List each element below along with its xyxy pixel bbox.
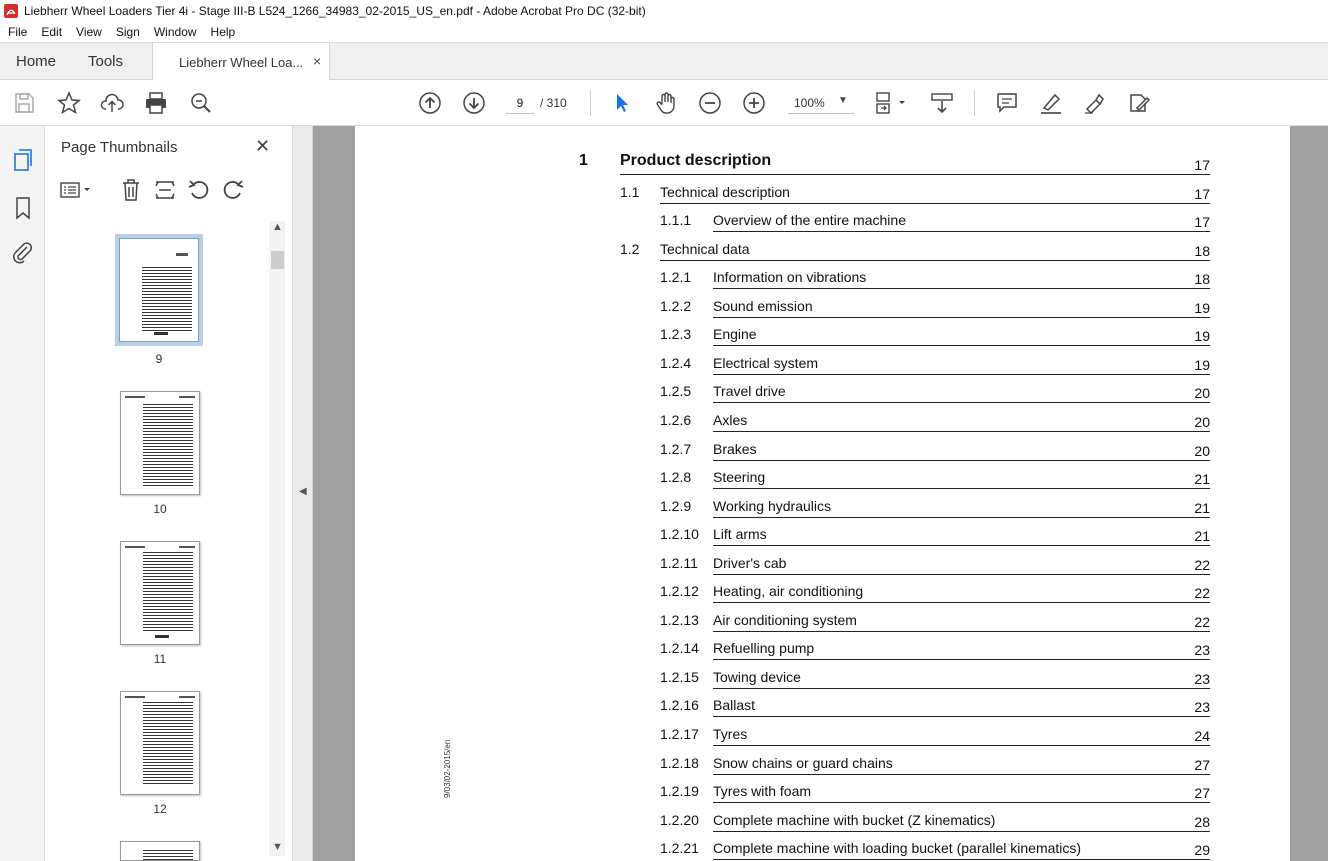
toc-entry-rule <box>713 859 1210 860</box>
toc-entry[interactable] <box>355 408 1290 436</box>
toc-entry[interactable] <box>355 779 1290 807</box>
toolbar-divider <box>974 90 975 116</box>
toc-entry-rule <box>713 402 1210 403</box>
page-thumbnail[interactable] <box>120 391 200 495</box>
main-toolbar <box>0 80 1328 126</box>
select-cursor-icon[interactable] <box>610 91 634 115</box>
toc-entry[interactable] <box>355 151 1290 179</box>
scroll-down-icon[interactable]: ▼ <box>272 841 283 853</box>
thumbnail-page-label: 11 <box>153 652 167 666</box>
toc-entry-rule <box>713 231 1210 232</box>
thumb-footer-mark <box>155 635 169 638</box>
toc-entry-number: 1.1 <box>620 183 640 200</box>
thumb-header-mark <box>125 696 145 698</box>
page-thumbnail[interactable] <box>120 691 200 795</box>
bookmarks-icon[interactable] <box>11 196 35 220</box>
tab-document-label: Liebherr Wheel Loa... <box>179 55 304 70</box>
toc-entry-rule <box>713 802 1210 803</box>
toc-entry-page: 22 <box>1194 556 1210 573</box>
toc-entry-page: 20 <box>1194 413 1210 430</box>
toc-entry[interactable] <box>355 180 1290 208</box>
toc-entry-number: 1.2 <box>620 240 640 257</box>
previous-page-icon[interactable] <box>418 91 442 115</box>
page-thumbnail[interactable] <box>120 541 200 645</box>
chevron-left-icon: ◀ <box>299 486 307 497</box>
toc-entry-rule <box>713 688 1210 689</box>
toc-entry-rule <box>713 460 1210 461</box>
toc-entry-title: Towing device <box>713 668 801 685</box>
toc-entry-page: 28 <box>1194 813 1210 830</box>
toc-entry-title: Electrical system <box>713 354 819 371</box>
hand-tool-icon[interactable] <box>654 91 678 115</box>
thumbnail-toolbar <box>45 170 293 210</box>
window-title: Liebherr Wheel Loaders Tier 4i - Stage III-B L524_1266_34983_02-2015_US_en.pdf - Adobe Acrobat Pro DC (32-bit) <box>24 4 646 18</box>
tab-home[interactable]: Home <box>16 53 57 70</box>
toc-entry-rule <box>713 517 1210 518</box>
thumb-header-mark <box>125 396 145 398</box>
toc-entry-number: 1.2.20 <box>660 811 699 828</box>
toc-entry[interactable] <box>355 379 1290 407</box>
toc-entry-number: 1.1.1 <box>660 212 692 229</box>
zoom-in-icon[interactable] <box>742 91 766 115</box>
toc-entry-page: 18 <box>1194 242 1210 259</box>
toc-entry-title: Air conditioning system <box>713 611 857 628</box>
zoom-select[interactable] <box>788 92 854 114</box>
acrobat-app-icon <box>4 4 18 18</box>
toc-entry[interactable] <box>355 237 1290 265</box>
comment-icon[interactable] <box>995 91 1019 115</box>
toc-entry-title: Information on vibrations <box>713 269 867 286</box>
toc-entry-rule <box>713 431 1210 432</box>
toc-entry-title: Brakes <box>713 440 757 457</box>
toc-entry-page: 21 <box>1194 499 1210 516</box>
toc-entry-number: 1.2.16 <box>660 697 699 714</box>
toc-entry-title: Lift arms <box>713 526 767 543</box>
toc-entry-number: 1.2.4 <box>660 354 692 371</box>
page-thumbnail[interactable] <box>120 841 200 861</box>
menu-view[interactable]: View <box>76 25 102 39</box>
toc-entry-title: Heating, air conditioning <box>713 583 864 600</box>
toc-entry-rule <box>713 345 1210 346</box>
page-total: / 310 <box>540 96 567 110</box>
toc-entry-rule <box>713 831 1210 832</box>
toc-entry-number: 1.2.12 <box>660 583 699 600</box>
toc-entry-number: 1.2.19 <box>660 783 699 800</box>
thumb-text-lines <box>143 552 193 632</box>
toc-entry-number: 1 <box>579 152 588 169</box>
toc-entry-title: Ballast <box>713 697 756 714</box>
toc-entry-page: 17 <box>1194 157 1210 173</box>
page-number-input[interactable] <box>506 92 534 114</box>
toc-entry-number: 1.2.1 <box>660 269 692 286</box>
toc-entry-number: 1.2.11 <box>660 554 698 571</box>
toc-entry-title: Complete machine with bucket (Z kinematics) <box>713 811 996 828</box>
toc-entry-page: 19 <box>1194 356 1210 373</box>
toc-entry[interactable] <box>355 322 1290 350</box>
toc-entry-title: Complete machine with loading bucket (parallel kinematics) <box>713 840 1082 857</box>
toc-entry-page: 22 <box>1194 613 1210 630</box>
toc-entry-page: 23 <box>1194 642 1210 659</box>
toc-entry-title: Working hydraulics <box>713 497 832 514</box>
thumb-header-mark <box>125 546 145 548</box>
menu-edit[interactable]: Edit <box>41 25 63 39</box>
upload-cloud-icon[interactable] <box>100 91 124 115</box>
toc-entry-rule <box>713 488 1210 489</box>
scroll-mode-icon[interactable] <box>930 91 954 115</box>
toc-entry[interactable] <box>355 294 1290 322</box>
thumb-header-mark <box>179 696 195 698</box>
toc-entry-page: 20 <box>1194 442 1210 459</box>
toc-entry-rule <box>713 545 1210 546</box>
page-thumbnails-icon[interactable] <box>11 148 35 172</box>
toc-entry[interactable] <box>355 722 1290 750</box>
zoom-out-icon[interactable] <box>698 91 722 115</box>
toc-entry[interactable] <box>355 465 1290 493</box>
tab-tools[interactable]: Tools <box>88 53 124 70</box>
toc-entry-page: 17 <box>1194 214 1210 231</box>
toc-entry-title: Overview of the entire machine <box>713 212 906 229</box>
toc-entry-page: 27 <box>1194 785 1210 802</box>
title-bar <box>0 0 1328 22</box>
navigation-rail <box>0 126 45 861</box>
page-layout-icon[interactable] <box>874 91 908 115</box>
page-thumbnail[interactable] <box>119 238 199 342</box>
toc-entry-rule <box>713 774 1210 775</box>
thumb-text-lines <box>143 404 193 486</box>
thumb-header-mark <box>179 546 195 548</box>
toc-entry[interactable] <box>355 551 1290 579</box>
toc-entry-title: Product description <box>620 152 772 169</box>
toc-entry-page: 21 <box>1194 471 1210 488</box>
toc-entry-page: 22 <box>1194 585 1210 602</box>
thumbnails-panel <box>45 126 293 861</box>
extract-page-icon[interactable] <box>153 178 177 202</box>
thumbnail-page-label: 9 <box>155 352 163 366</box>
delete-page-icon[interactable] <box>119 178 143 202</box>
toc-entry-page: 23 <box>1194 670 1210 687</box>
draw-pen-icon[interactable] <box>1083 91 1107 115</box>
toc-entry-number: 1.2.5 <box>660 383 692 400</box>
document-gutter <box>1290 126 1328 861</box>
thumb-footer-mark <box>154 332 168 335</box>
save-icon[interactable] <box>12 91 36 115</box>
menu-window[interactable]: Window <box>153 25 197 39</box>
thumb-text-lines <box>142 267 192 331</box>
thumbnails-scrollbar[interactable] <box>269 221 285 856</box>
tab-bar <box>0 42 1328 80</box>
toc-entry-title: Snow chains or guard chains <box>713 754 893 771</box>
menu-help[interactable]: Help <box>210 25 236 39</box>
toc-entry-rule <box>620 174 1210 175</box>
toc-entry-number: 1.2.13 <box>660 611 699 628</box>
toc-entry-number: 1.2.10 <box>660 526 699 543</box>
toc-entry-rule <box>713 374 1210 375</box>
toc-entry[interactable] <box>355 636 1290 664</box>
print-icon[interactable] <box>144 91 168 115</box>
toc-entry[interactable] <box>355 351 1290 379</box>
toc-entry-title: Technical data <box>660 240 750 257</box>
toc-entry[interactable] <box>355 522 1290 550</box>
toc-entry-page: 19 <box>1194 328 1210 345</box>
toc-entry-title: Tyres <box>713 726 748 742</box>
close-icon[interactable]: ✕ <box>255 136 271 156</box>
toc-entry-page: 17 <box>1194 185 1210 202</box>
toc-entry-rule <box>660 260 1210 261</box>
toc-entry-page: 29 <box>1194 842 1210 859</box>
toc-entry-rule <box>713 659 1210 660</box>
toc-entry-number: 1.2.21 <box>660 840 699 857</box>
toc-entry-rule <box>713 745 1210 746</box>
menu-file[interactable]: File <box>8 25 28 39</box>
toc-entry-number: 1.2.3 <box>660 326 692 343</box>
pdf-page <box>355 126 1290 861</box>
toc-entry[interactable] <box>355 693 1290 721</box>
toc-entry[interactable] <box>355 494 1290 522</box>
toc-entry-number: 1.2.6 <box>660 411 692 428</box>
toc-entry-title: Axles <box>713 411 748 428</box>
toc-entry-title: Driver's cab <box>713 554 787 571</box>
thumb-header-mark <box>179 396 195 398</box>
toc-entry-title: Technical description <box>660 183 790 200</box>
toc-entry-page: 27 <box>1194 756 1210 773</box>
document-viewport[interactable] <box>313 126 1328 861</box>
scroll-up-icon[interactable]: ▲ <box>272 221 283 233</box>
toc-entry-page: 19 <box>1194 299 1210 316</box>
toolbar-divider <box>590 90 591 116</box>
toc-entry-page: 23 <box>1194 699 1210 716</box>
toc-entry-number: 1.2.18 <box>660 754 699 771</box>
toc-entry-title: Refuelling pump <box>713 640 815 657</box>
toc-entry-rule <box>713 631 1210 632</box>
thumb-text-lines <box>143 850 193 861</box>
next-page-icon[interactable] <box>462 91 486 115</box>
toc-entry-page: 24 <box>1194 728 1210 744</box>
toc-entry-title: Sound emission <box>713 297 813 314</box>
thumb-text-lines <box>143 702 193 784</box>
toc-entry-number: 1.2.2 <box>660 297 692 314</box>
toc-entry-number: 1.2.15 <box>660 668 699 685</box>
toc-entry-rule <box>660 203 1210 204</box>
rotate-right-icon[interactable] <box>221 178 245 202</box>
thumb-header-mark <box>176 253 188 256</box>
toc-entry-title: Travel drive <box>713 383 786 400</box>
toc-entry-number: 1.2.9 <box>660 497 692 514</box>
toc-entry[interactable] <box>355 437 1290 465</box>
page-side-text: 9/03/02-2015/en <box>443 739 452 798</box>
toc-entry[interactable] <box>355 836 1290 861</box>
tab-close-icon[interactable]: × <box>313 53 322 69</box>
toc-entry-rule <box>713 574 1210 575</box>
toc-entry-number: 1.2.7 <box>660 440 692 457</box>
toc-entry-title: Engine <box>713 326 757 343</box>
thumbnail-page-label: 12 <box>153 802 167 816</box>
panel-title: Page Thumbnails <box>61 139 178 156</box>
rotate-left-icon[interactable] <box>187 178 211 202</box>
toc-entry-rule <box>713 602 1210 603</box>
toc-entry-number: 1.2.8 <box>660 469 692 486</box>
thumbnail-options-icon[interactable] <box>59 178 93 202</box>
toc-entry-number: 1.2.17 <box>660 726 699 742</box>
toc-entry-page: 21 <box>1194 528 1210 545</box>
toc-entry-title: Tyres with foam <box>713 783 812 800</box>
highlight-pen-icon[interactable] <box>1039 91 1063 115</box>
chevron-down-icon: ▼ <box>838 95 848 106</box>
toc-entry[interactable] <box>355 579 1290 607</box>
menu-sign[interactable]: Sign <box>115 25 140 39</box>
fill-sign-icon[interactable] <box>1127 91 1151 115</box>
toc-entry[interactable] <box>355 808 1290 836</box>
bookmark-star-icon[interactable] <box>57 91 81 115</box>
toc-entry-page: 20 <box>1194 385 1210 402</box>
toc-entry[interactable] <box>355 751 1290 779</box>
scroll-thumb[interactable] <box>271 251 284 269</box>
toc-entry-title: Steering <box>713 469 766 486</box>
toc-entry-number: 1.2.14 <box>660 640 699 657</box>
toc-entry[interactable] <box>355 665 1290 693</box>
zoom-value: 100% <box>794 96 825 110</box>
toc-entry-rule <box>713 716 1210 717</box>
find-zoom-icon[interactable] <box>189 91 213 115</box>
toc-entry-rule <box>713 288 1210 289</box>
toc-entry-page: 18 <box>1194 271 1210 288</box>
attachments-icon[interactable] <box>11 241 35 265</box>
toc-entry[interactable] <box>355 265 1290 293</box>
toc-entry[interactable] <box>355 208 1290 236</box>
thumbnail-page-label: 10 <box>153 502 167 516</box>
panel-collapse-handle[interactable] <box>293 126 313 861</box>
toc-entry[interactable] <box>355 608 1290 636</box>
toc-entry-rule <box>713 317 1210 318</box>
tab-document[interactable] <box>152 43 330 81</box>
menu-bar <box>0 22 1328 42</box>
